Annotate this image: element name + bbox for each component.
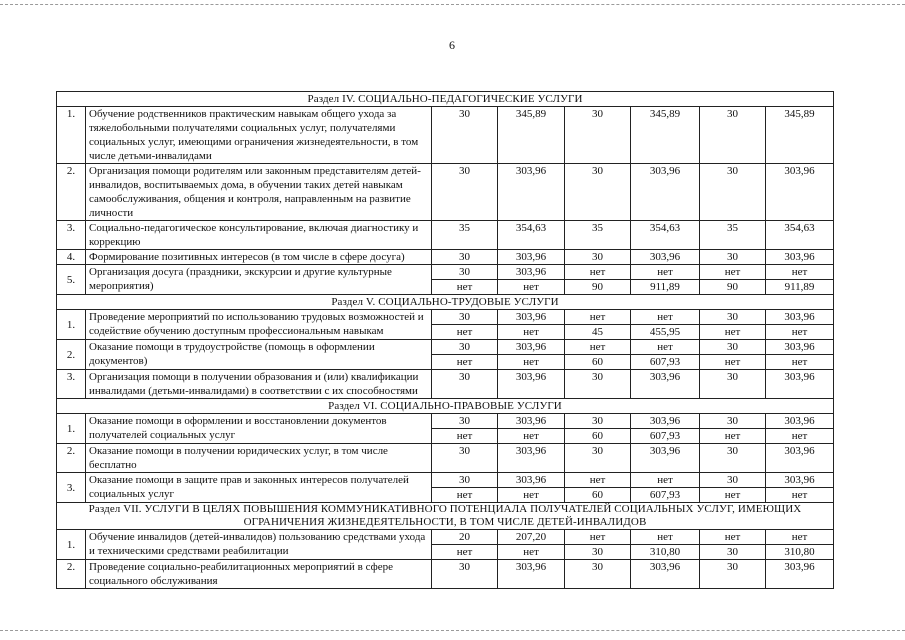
value-cell: 345,89 <box>766 107 834 164</box>
value-cell: нет <box>631 340 700 355</box>
service-name: Оказание помощи в получении юридических услуг, в том числе бесплатно <box>86 444 432 473</box>
service-name: Оказание помощи в трудоустройстве (помощь в оформлении документов) <box>86 340 432 370</box>
value-cell: 30 <box>700 107 766 164</box>
scan-edge-bottom <box>0 630 905 631</box>
value-cell: 354,63 <box>766 221 834 250</box>
value-cell: 30 <box>432 310 498 325</box>
table-row <box>57 414 834 429</box>
value-cell: 303,96 <box>766 444 834 473</box>
value-cell: 345,89 <box>498 107 565 164</box>
value-cell: нет <box>700 429 766 444</box>
section-header-row <box>57 503 834 530</box>
value-cell: нет <box>498 325 565 340</box>
value-cell: 354,63 <box>631 221 700 250</box>
table-row <box>57 310 834 325</box>
value-cell: нет <box>766 265 834 280</box>
value-cell: 303,96 <box>766 250 834 265</box>
value-cell: нет <box>766 530 834 545</box>
value-cell: 303,96 <box>498 340 565 355</box>
value-cell: 303,96 <box>498 444 565 473</box>
value-cell: нет <box>498 355 565 370</box>
value-cell: 303,96 <box>631 444 700 473</box>
value-cell: 30 <box>432 370 498 399</box>
value-cell: нет <box>498 429 565 444</box>
value-cell: нет <box>432 355 498 370</box>
value-cell: 30 <box>700 310 766 325</box>
value-cell: 30 <box>432 265 498 280</box>
value-cell: нет <box>565 473 631 488</box>
value-cell: 303,96 <box>631 414 700 429</box>
value-cell: 303,96 <box>631 164 700 221</box>
table-row <box>57 221 834 250</box>
value-cell: 303,96 <box>498 370 565 399</box>
scan-edge-top <box>0 4 905 5</box>
service-name: Проведение мероприятий по использованию трудовых возможностей и содействие обучению доступным профессиональным навыкам <box>86 310 432 340</box>
value-cell: нет <box>498 488 565 503</box>
value-cell: 30 <box>700 164 766 221</box>
value-cell: 30 <box>565 560 631 589</box>
section-header-row <box>57 295 834 310</box>
value-cell: 60 <box>565 355 631 370</box>
value-cell: нет <box>766 355 834 370</box>
value-cell: 30 <box>565 370 631 399</box>
row-number: 1. <box>57 107 86 164</box>
value-cell: 310,80 <box>631 545 700 560</box>
value-cell: нет <box>432 280 498 295</box>
value-cell: нет <box>631 473 700 488</box>
section-header-row <box>57 92 834 107</box>
service-name: Оказание помощи в оформлении и восстановлении документов получателей социальных услуг <box>86 414 432 444</box>
value-cell: 455,95 <box>631 325 700 340</box>
section-title: Раздел VII. УСЛУГИ В ЦЕЛЯХ ПОВЫШЕНИЯ КОММУНИКАТИВНОГО ПОТЕНЦИАЛА ПОЛУЧАТЕЛЕЙ СОЦИАЛЬНЫХ УСЛУГ, ИМЕЮЩИХ ОГРАНИЧЕНИЯ ЖИЗНЕДЕЯТЕЛЬНОСТИ, В ТОМ ЧИСЛЕ ДЕТЕЙ-ИНВАЛИДОВ <box>57 503 834 530</box>
value-cell: 30 <box>432 164 498 221</box>
value-cell: нет <box>498 545 565 560</box>
value-cell: 30 <box>700 473 766 488</box>
services-table <box>56 91 834 589</box>
value-cell: нет <box>432 429 498 444</box>
value-cell: 303,96 <box>498 250 565 265</box>
value-cell: нет <box>700 530 766 545</box>
value-cell: нет <box>432 325 498 340</box>
service-name: Оказание помощи в защите прав и законных интересов получателей социальных услуг <box>86 473 432 503</box>
value-cell: 30 <box>565 414 631 429</box>
value-cell: 354,63 <box>498 221 565 250</box>
value-cell: 45 <box>565 325 631 340</box>
value-cell: 30 <box>565 444 631 473</box>
value-cell: 60 <box>565 488 631 503</box>
row-number: 2. <box>57 444 86 473</box>
value-cell: нет <box>766 488 834 503</box>
value-cell: 30 <box>565 545 631 560</box>
value-cell: 30 <box>432 473 498 488</box>
value-cell: 30 <box>565 250 631 265</box>
value-cell: нет <box>631 265 700 280</box>
value-cell: 35 <box>700 221 766 250</box>
section-title: Раздел VI. СОЦИАЛЬНО-ПРАВОВЫЕ УСЛУГИ <box>57 399 834 414</box>
row-number: 2. <box>57 164 86 221</box>
row-number: 3. <box>57 370 86 399</box>
value-cell: 30 <box>700 250 766 265</box>
value-cell: 30 <box>700 340 766 355</box>
value-cell: 303,96 <box>766 370 834 399</box>
service-name: Организация досуга (праздники, экскурсии и другие культурные мероприятия) <box>86 265 432 295</box>
value-cell: 90 <box>565 280 631 295</box>
value-cell: нет <box>498 280 565 295</box>
value-cell: 35 <box>432 221 498 250</box>
value-cell: 30 <box>432 414 498 429</box>
value-cell: нет <box>631 530 700 545</box>
row-number: 3. <box>57 473 86 503</box>
service-name: Организация помощи в получении образования и (или) квалификации инвалидами (детьми-инвалидами) в соответствии с их способностями <box>86 370 432 399</box>
row-number: 4. <box>57 250 86 265</box>
value-cell: 30 <box>565 164 631 221</box>
value-cell: 303,96 <box>498 560 565 589</box>
section-title: Раздел V. СОЦИАЛЬНО-ТРУДОВЫЕ УСЛУГИ <box>57 295 834 310</box>
value-cell: 30 <box>432 560 498 589</box>
service-name: Обучение родственников практическим навыкам общего ухода за тяжелобольными получателями социальных услуг, получателями социальных услуг, имеющими ограничения жизнедеятельности, в том числе детьми-инвалидами <box>86 107 432 164</box>
service-name: Обучение инвалидов (детей-инвалидов) пользованию средствами ухода и техническими средствами реабилитации <box>86 530 432 560</box>
value-cell: 30 <box>432 444 498 473</box>
value-cell: нет <box>565 310 631 325</box>
value-cell: 30 <box>700 370 766 399</box>
table-row <box>57 473 834 488</box>
service-name: Формирование позитивных интересов (в том числе в сфере досуга) <box>86 250 432 265</box>
value-cell: 30 <box>432 250 498 265</box>
value-cell: нет <box>432 488 498 503</box>
value-cell: нет <box>565 265 631 280</box>
value-cell: 90 <box>700 280 766 295</box>
value-cell: 607,93 <box>631 488 700 503</box>
value-cell: 303,96 <box>498 414 565 429</box>
value-cell: 30 <box>432 107 498 164</box>
value-cell: нет <box>565 530 631 545</box>
value-cell: 30 <box>700 414 766 429</box>
table-row <box>57 250 834 265</box>
table-row <box>57 340 834 355</box>
value-cell: 345,89 <box>631 107 700 164</box>
row-number: 3. <box>57 221 86 250</box>
value-cell: 911,89 <box>631 280 700 295</box>
value-cell: 303,96 <box>498 310 565 325</box>
table-row <box>57 444 834 473</box>
value-cell: 35 <box>565 221 631 250</box>
value-cell: 607,93 <box>631 429 700 444</box>
section-title: Раздел IV. СОЦИАЛЬНО-ПЕДАГОГИЧЕСКИЕ УСЛУГИ <box>57 92 834 107</box>
value-cell: 30 <box>700 545 766 560</box>
value-cell: 911,89 <box>766 280 834 295</box>
service-name: Социально-педагогическое консультирование, включая диагностику и коррекцию <box>86 221 432 250</box>
value-cell: 20 <box>432 530 498 545</box>
value-cell: нет <box>700 325 766 340</box>
value-cell: нет <box>700 488 766 503</box>
value-cell: 30 <box>565 107 631 164</box>
value-cell: нет <box>700 355 766 370</box>
value-cell: 30 <box>700 444 766 473</box>
value-cell: 607,93 <box>631 355 700 370</box>
service-name: Организация помощи родителям или законным представителям детей-инвалидов, воспитываемых дома, в обучении таких детей навыкам самообслуживания, общения и контроля, направленным на развитие личности <box>86 164 432 221</box>
row-number: 1. <box>57 530 86 560</box>
table-row <box>57 560 834 589</box>
value-cell: нет <box>700 265 766 280</box>
value-cell: 310,80 <box>766 545 834 560</box>
table-row <box>57 265 834 280</box>
page-number: 6 <box>449 38 455 52</box>
row-number: 2. <box>57 560 86 589</box>
section-header-row <box>57 399 834 414</box>
row-number: 5. <box>57 265 86 295</box>
value-cell: 303,96 <box>631 560 700 589</box>
value-cell: 303,96 <box>631 250 700 265</box>
value-cell: 30 <box>700 560 766 589</box>
value-cell: нет <box>565 340 631 355</box>
value-cell: нет <box>766 429 834 444</box>
value-cell: нет <box>631 310 700 325</box>
value-cell: нет <box>432 545 498 560</box>
table-row <box>57 164 834 221</box>
value-cell: нет <box>766 325 834 340</box>
value-cell: 303,96 <box>766 340 834 355</box>
value-cell: 303,96 <box>766 164 834 221</box>
value-cell: 303,96 <box>631 370 700 399</box>
row-number: 1. <box>57 310 86 340</box>
service-name: Проведение социально-реабилитационных мероприятий в сфере социального обслуживания <box>86 560 432 589</box>
value-cell: 207,20 <box>498 530 565 545</box>
value-cell: 303,96 <box>498 164 565 221</box>
row-number: 1. <box>57 414 86 444</box>
value-cell: 30 <box>432 340 498 355</box>
table-row <box>57 530 834 545</box>
table-row <box>57 370 834 399</box>
value-cell: 303,96 <box>766 310 834 325</box>
table-row <box>57 107 834 164</box>
value-cell: 303,96 <box>766 414 834 429</box>
value-cell: 303,96 <box>766 560 834 589</box>
row-number: 2. <box>57 340 86 370</box>
value-cell: 60 <box>565 429 631 444</box>
value-cell: 303,96 <box>498 473 565 488</box>
value-cell: 303,96 <box>498 265 565 280</box>
value-cell: 303,96 <box>766 473 834 488</box>
